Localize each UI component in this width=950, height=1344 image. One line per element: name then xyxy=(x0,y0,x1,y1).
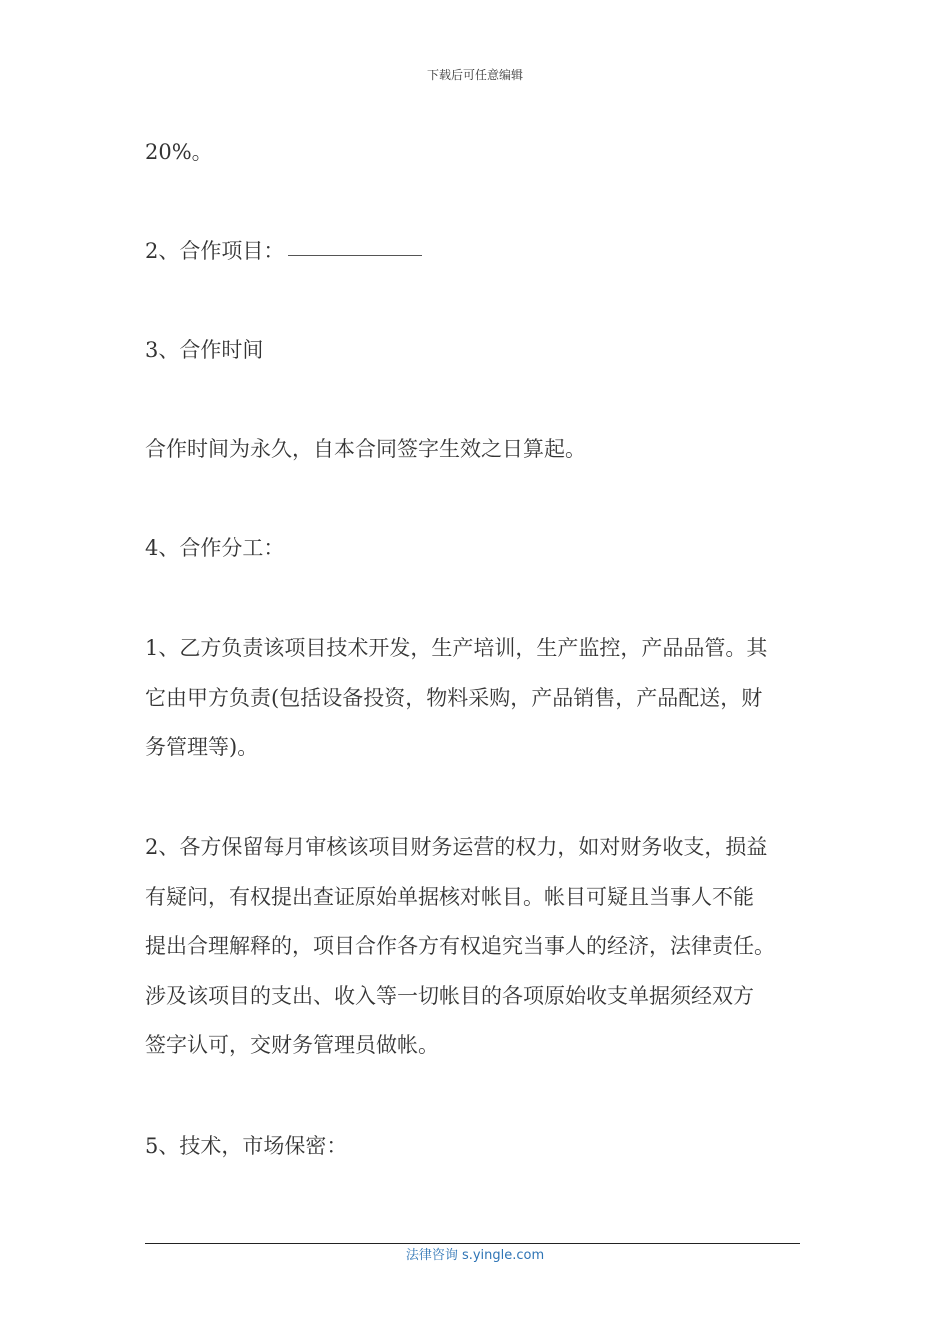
footer-divider xyxy=(145,1243,800,1244)
footer-link[interactable]: 法律咨询 s.yingle.com xyxy=(405,1248,545,1263)
text-line: 签字认可，交财务管理员做帐。 xyxy=(145,1033,439,1057)
paragraph-cooperation-time: 合作时间为永久，自本合同签字生效之日算起。 xyxy=(145,437,586,461)
paragraph-division-item-2 xyxy=(145,823,815,1071)
text-line: 1、乙方负责该项目技术开发，生产培训，生产监控，产品品管。其 xyxy=(145,636,768,660)
fill-in-blank-line xyxy=(288,254,422,256)
heading-cooperation-time: 3、合作时间 xyxy=(145,338,264,362)
text-line: 提出合理解释的，项目合作各方有权追究当事人的经济，法律责任。 xyxy=(145,934,775,958)
heading-confidentiality: 5、技术，市场保密： xyxy=(145,1134,348,1158)
cooperation-project-label: 2、合作项目： xyxy=(145,239,285,263)
text-line: 有疑问，有权提出查证原始单据核对帐目。帐目可疑且当事人不能 xyxy=(145,884,754,909)
heading-division-of-labor: 4、合作分工： xyxy=(145,536,285,560)
paragraph-percent: 20%。 xyxy=(145,140,213,164)
text-line: 2、各方保留每月审核该项目财务运营的权力，如对财务收支，损益 xyxy=(145,835,768,859)
text-line: 涉及该项目的支出、收入等一切帐目的各项原始收支单据须经双方 xyxy=(145,983,754,1008)
paragraph-cooperation-project xyxy=(145,227,815,277)
paragraph-division-item-1 xyxy=(145,624,815,773)
text-line: 它由甲方负责(包括设备投资，物料采购，产品销售，产品配送，财 xyxy=(145,685,763,710)
text-line: 务管理等)。 xyxy=(145,735,259,759)
page-header: 下载后可任意编辑 xyxy=(426,68,523,82)
